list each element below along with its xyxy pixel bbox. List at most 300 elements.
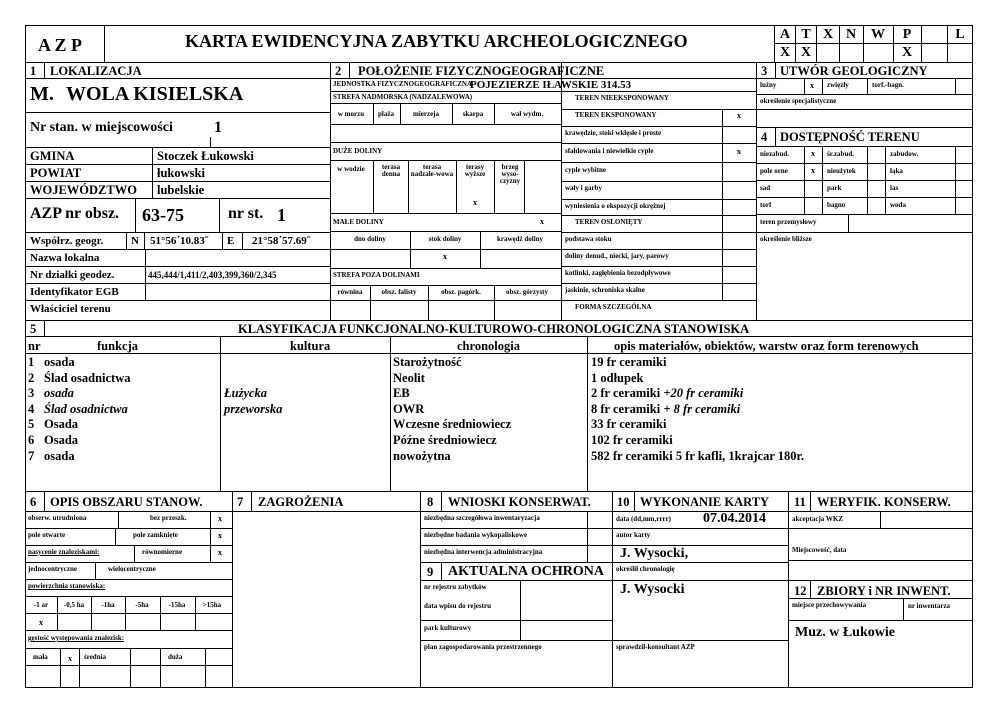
section-number: 12 <box>794 584 807 598</box>
divider <box>44 491 45 511</box>
author-label: autor karty <box>616 531 651 539</box>
code-label: A <box>779 27 791 42</box>
section-number: 10 <box>617 495 630 509</box>
divider <box>561 232 756 233</box>
area-mark: x <box>218 548 222 557</box>
coastal-zone-label: STREFA NADMORSKA (NADZALEWOWA) <box>333 93 473 101</box>
divider <box>95 562 96 579</box>
divider <box>44 320 45 336</box>
valley-item: w wodzie <box>337 165 365 173</box>
row-description: 19 fr ceramiki <box>591 355 667 369</box>
geology-spec-label: określenie specjalistyczne <box>760 97 837 105</box>
divider <box>330 285 561 286</box>
divider <box>612 528 788 529</box>
divider <box>441 562 442 580</box>
section-number: 3 <box>761 64 768 78</box>
card-title: KARTA EWIDENCYJNA ZABYTKU ARCHEOLOGICZNEGO <box>185 31 688 51</box>
coastal-item: mierzeja <box>412 110 440 118</box>
divider <box>788 560 973 561</box>
voivodeship-value: lubelskie <box>157 183 205 197</box>
divider <box>25 665 232 666</box>
divider <box>867 78 868 94</box>
divider <box>756 232 973 233</box>
divider <box>420 491 421 688</box>
divider <box>220 336 221 491</box>
phys-unit-label: JEDNOSTKA FIZYCZNOGEOGRAFICZNA <box>333 80 473 88</box>
exposed-mark: x <box>737 111 741 120</box>
divider <box>25 648 232 649</box>
divider <box>788 491 789 688</box>
divider <box>420 580 612 581</box>
divider <box>955 78 956 94</box>
section-heading: ZAGROŻENIA <box>258 495 344 509</box>
divider <box>756 146 973 147</box>
divider <box>810 491 811 511</box>
divider <box>125 596 126 630</box>
conservation-item: niezbędna interwencja administracyjna <box>424 548 543 556</box>
divider <box>561 300 756 301</box>
divider <box>561 162 756 163</box>
access-item: nieużytek <box>827 167 856 175</box>
divider <box>210 137 211 147</box>
divider <box>330 300 561 301</box>
access-mark: x <box>811 149 815 158</box>
area-item: pole otwarte <box>28 531 66 539</box>
parcel-value: 445,444/1,411/2,403,399,360/2,345 <box>148 270 277 280</box>
area-item: równomierne <box>142 548 183 556</box>
section-heading: UTWÓR GEOLOGICZNY <box>780 64 928 78</box>
area-size: -0,5 ha <box>63 601 85 609</box>
protection-item: data wpisu do rejestru <box>424 602 491 610</box>
outside-item: obsz. pagórk. <box>441 288 481 296</box>
divider <box>25 181 330 182</box>
divider <box>25 545 232 546</box>
access-item: park <box>827 184 842 192</box>
section-number: 5 <box>30 322 37 336</box>
row-chronology: Wczesne średniowiecz <box>393 417 512 432</box>
divider <box>330 160 561 161</box>
divider <box>152 147 153 198</box>
row-description: 8 fr ceramiki + 8 fr ceramiki <box>591 401 741 416</box>
divider <box>242 232 243 249</box>
divider <box>788 598 973 599</box>
commune-value: Stoczek Łukowski <box>157 149 254 163</box>
divider <box>25 62 973 63</box>
section-number: 11 <box>794 495 806 509</box>
row-nr: 3 <box>28 386 35 401</box>
divider <box>456 160 457 213</box>
divider <box>25 353 973 354</box>
divider <box>822 78 823 94</box>
place-date-label: Miejscowość, data <box>792 546 847 554</box>
divider <box>561 109 756 110</box>
divider <box>612 640 788 641</box>
divider <box>130 648 131 688</box>
divider <box>115 528 116 545</box>
small-valleys-label: MAŁE DOLINY <box>333 218 384 226</box>
section-number: 9 <box>427 565 434 579</box>
east-value: 21°58΄57.69˝ <box>252 235 311 247</box>
divider <box>947 25 948 62</box>
divider <box>722 109 723 300</box>
row-description: 33 fr ceramiki <box>591 417 667 432</box>
exposed-item: wyniesienia o ekspozycji okrężnej <box>565 202 666 210</box>
inventory-number-label: nr inwentarza <box>908 602 951 610</box>
row-description: 582 fr ceramiki 5 fr kafli, 1krajcar 180r. <box>591 448 805 463</box>
row-chronology: nowożytna <box>393 448 451 463</box>
valley-item: terasa denna <box>381 163 401 178</box>
valley-mark: x <box>473 198 477 207</box>
divider <box>373 160 374 213</box>
row-chronology: Starożytność <box>393 355 462 369</box>
divider <box>441 491 442 511</box>
divider <box>880 511 881 528</box>
row-description: 102 fr ceramiki <box>591 433 673 447</box>
density-label: gęstość występowania znalezisk: <box>28 634 125 642</box>
divider <box>494 285 495 320</box>
special-form-label: FORMA SZCZEGÓLNA <box>575 303 652 311</box>
area-item: bez przeszk. <box>150 514 187 522</box>
section-heading: WERYFIK. KONSERW. <box>817 495 951 509</box>
east-label: E <box>227 235 235 247</box>
unexposed-label: TEREN NIEEKSPONOWANY <box>575 94 669 102</box>
divider <box>867 146 868 214</box>
divider <box>135 198 136 232</box>
phys-unit-value: POJEZIERZE IŁAWSKIE 314.53 <box>470 79 632 91</box>
chronology-by-value: J. Wysocki <box>620 582 685 597</box>
section-heading: POŁOŻENIE FIZYCZNOGEOGRAFICZNE <box>358 64 605 78</box>
district-value: łukowski <box>157 166 205 180</box>
section-heading: OPIS OBSZARU STANOW. <box>50 495 203 509</box>
divider <box>44 62 45 78</box>
divider <box>520 580 521 640</box>
divider <box>25 78 330 79</box>
divider <box>232 491 233 688</box>
valley-item: terasa nadzale-wowa <box>410 163 454 178</box>
divider <box>561 181 756 182</box>
divider <box>587 511 588 562</box>
area-mark: x <box>218 531 222 540</box>
row-chronology: OWR <box>393 401 425 416</box>
divider <box>420 545 612 546</box>
row-nr: 5 <box>28 417 35 432</box>
egb-label: Identyfikator EGB <box>30 286 119 298</box>
area-size: -1 ar <box>33 601 49 609</box>
small-valley-mark: x <box>540 217 544 226</box>
section-heading: DOSTĘPNOŚĆ TERENU <box>780 130 920 144</box>
author-value: J. Wysocki, <box>620 546 689 561</box>
section-number: 6 <box>30 495 37 509</box>
row-description: 1 odłupek <box>591 370 644 385</box>
protection-item: plan zagospodarowania przestrzennego <box>424 643 542 651</box>
divider <box>921 25 922 62</box>
divider <box>91 596 92 630</box>
protection-item: park kulturowy <box>424 624 472 632</box>
date-label: data (dd,mm,rrrr) <box>616 515 672 523</box>
divider <box>756 214 973 215</box>
code-label: T <box>801 27 811 42</box>
locality-prefix: M. <box>30 83 54 105</box>
commune-label: GMINA <box>30 149 75 163</box>
divider <box>390 336 391 491</box>
divider <box>25 491 973 492</box>
code-label: X <box>822 27 834 42</box>
area-item: jednocentryczne <box>28 565 77 573</box>
chronology-by-label: określił chronologię <box>616 565 675 573</box>
divider <box>428 285 429 320</box>
exposed-item-mark: x <box>737 147 741 156</box>
row-function: Osada <box>44 417 79 432</box>
sheltered-item: jaskinie, schroniska skalne <box>565 286 645 294</box>
divider <box>756 163 973 164</box>
sheltered-item: podstawa stoku <box>565 235 612 243</box>
divider <box>788 528 973 529</box>
access-item: bagno <box>827 201 846 209</box>
site-number-label: Nr stan. w miejscowości <box>30 120 173 135</box>
divider <box>60 648 61 688</box>
row-nr: 7 <box>28 448 35 463</box>
coastal-item: skarpa <box>462 110 484 118</box>
divider <box>104 25 105 62</box>
divider <box>756 127 973 128</box>
exposed-item: krawędzie, stoki wklęsłe i proste <box>565 129 662 137</box>
site-no-label: nr st. <box>228 205 264 222</box>
conservation-item: niezbędna szczegółowa inwentaryzacja <box>424 514 540 522</box>
divider <box>330 124 561 125</box>
azp-mark: A Z P <box>38 35 83 55</box>
divider <box>756 180 973 181</box>
divider <box>145 249 146 300</box>
density-item: mała <box>33 653 48 661</box>
industrial-label: teren przemysłowy <box>760 218 817 226</box>
divider <box>330 62 331 320</box>
saturation-label: nasycenie znaleziskami: <box>28 548 100 556</box>
divider <box>144 232 145 249</box>
code-mark: X <box>800 45 812 60</box>
divider <box>561 143 756 144</box>
exposed-label: TEREN EKSPONOWANY <box>575 111 657 119</box>
row-chronology: EB <box>393 386 410 401</box>
row-chronology: Neolit <box>393 370 425 385</box>
locality-value: WOLA KISIELSKA <box>66 83 244 105</box>
row-function: Ślad osadnictwa <box>44 370 131 385</box>
area-size: -15ha <box>168 601 186 609</box>
divider <box>160 648 161 688</box>
row-function: Osada <box>44 433 79 447</box>
site-no-value: 1 <box>277 205 286 225</box>
divider <box>330 268 561 269</box>
col-nr: nr <box>28 339 41 353</box>
divider <box>25 147 330 148</box>
divider <box>330 91 561 92</box>
divider <box>561 266 756 267</box>
area-size: >15ha <box>202 601 222 609</box>
divider <box>524 160 525 213</box>
divider <box>955 146 956 214</box>
divider <box>400 103 401 124</box>
divider <box>25 528 232 529</box>
divider <box>804 146 805 214</box>
divider <box>561 215 756 216</box>
row-culture: Łużycka <box>224 386 268 401</box>
row-chronology: Późne średniowiecz <box>393 433 497 447</box>
access-item: zabudow. <box>890 150 919 158</box>
access-item: niezabud. <box>760 150 789 158</box>
divider <box>25 336 973 337</box>
divider <box>349 62 350 78</box>
outside-item: równina <box>337 288 363 296</box>
row-function: osada <box>44 386 74 401</box>
row-nr: 1 <box>28 355 35 369</box>
divider <box>25 249 330 250</box>
divider <box>775 62 776 78</box>
divider <box>452 103 453 124</box>
divider <box>804 78 805 94</box>
conservation-item: niezbędne badania wykopaliskowe <box>424 531 528 539</box>
row-nr: 6 <box>28 433 35 447</box>
exposed-item: cyple wybitne <box>565 166 607 174</box>
row-culture: przeworska <box>224 401 283 416</box>
divider <box>118 511 119 528</box>
divider <box>822 146 823 214</box>
divider <box>210 511 211 562</box>
divider <box>251 491 252 511</box>
divider <box>494 103 495 124</box>
divider <box>330 103 561 104</box>
divider <box>561 91 756 92</box>
code-mark: X <box>779 45 791 60</box>
coastal-item: wał wydm. <box>510 110 544 118</box>
divider <box>903 598 904 620</box>
divider <box>420 528 612 529</box>
divider <box>561 62 562 320</box>
access-item: pole orne <box>760 167 788 175</box>
acceptance-label: akceptacja WKZ <box>792 515 844 523</box>
geology-item: luźny <box>760 81 777 89</box>
coordinates-label: Współrz. geogr. <box>30 235 104 247</box>
divider <box>25 232 330 233</box>
access-item: łąka <box>890 167 903 175</box>
divider <box>219 198 220 232</box>
divider <box>330 231 561 232</box>
divider <box>330 249 561 250</box>
north-label: N <box>131 235 139 247</box>
divider <box>420 620 612 621</box>
divider <box>816 25 817 62</box>
area-item: pole zamknięte <box>133 531 178 539</box>
divider <box>634 491 635 511</box>
protection-item: nr rejestru zabytków <box>424 583 487 591</box>
divider <box>612 580 788 581</box>
exposed-item: sfałdowania i niewielkie cyple <box>565 147 654 155</box>
coastal-item: w morzu <box>337 110 365 118</box>
divider <box>195 596 196 630</box>
area-size: -5ha <box>135 601 149 609</box>
valley-item: brzeg wyso-czyzny <box>499 163 521 185</box>
section-heading: WYKONANIE KARTY <box>640 495 770 509</box>
divider <box>756 109 973 110</box>
geology-item: torf.-bagn. <box>872 81 904 89</box>
parcel-label: Nr działki geodez. <box>30 269 115 281</box>
divider <box>774 43 973 44</box>
code-label: W <box>871 27 885 42</box>
code-mark: X <box>901 45 913 60</box>
divider <box>222 232 223 249</box>
divider <box>810 580 811 598</box>
sheltered-label: TEREN OSŁONIĘTY <box>575 218 643 226</box>
divider <box>408 160 409 213</box>
outside-item: obsz. górzysty <box>506 288 548 296</box>
area-mark: x <box>218 514 222 523</box>
site-area-label: powierzchnia stanowiska: <box>28 582 106 590</box>
divider <box>795 25 796 62</box>
owner-label: Właściciel terenu <box>30 303 111 315</box>
divider <box>126 232 127 249</box>
divider <box>25 630 232 631</box>
outside-valleys-label: STREFA POZA DOLINAMI <box>333 271 420 279</box>
divider <box>79 648 80 688</box>
divider <box>612 491 613 688</box>
col-chronology: chronologia <box>457 339 520 353</box>
section-number: 8 <box>427 495 434 509</box>
area-item: obserw. utrudniona <box>28 514 87 522</box>
large-valleys-label: DUŻE DOLINY <box>333 147 383 155</box>
small-valley-item: krawędź doliny <box>496 235 544 243</box>
row-description: 2 fr ceramiki +20 fr ceramiki <box>591 386 744 401</box>
divider <box>561 249 756 250</box>
divider <box>134 545 135 562</box>
area-item: wielocentryczne <box>108 565 156 573</box>
section-number: 1 <box>30 64 37 78</box>
divider <box>370 285 371 320</box>
outside-item: obsz. falisty <box>381 288 417 296</box>
access-mark: x <box>811 166 815 175</box>
geology-item: zwięzły <box>827 81 849 89</box>
access-item: sad <box>760 184 771 192</box>
divider <box>373 103 374 124</box>
local-name-label: Nazwa lokalna <box>30 252 100 264</box>
section-heading: WNIOSKI KONSERWAT. <box>448 495 591 509</box>
row-nr: 2 <box>28 370 35 385</box>
divider <box>756 62 757 320</box>
row-nr: 4 <box>28 401 35 416</box>
divider <box>612 562 788 563</box>
divider <box>25 283 330 284</box>
divider <box>25 562 232 563</box>
exposed-item: wały i garby <box>565 184 602 192</box>
divider <box>57 596 58 630</box>
small-valley-mark: x <box>443 252 447 261</box>
divider <box>587 336 588 491</box>
storage-place-value: Muz. w Łukowie <box>795 625 895 640</box>
azp-area-label: AZP nr obsz. <box>30 205 120 222</box>
area-size: -1ha <box>101 601 115 609</box>
section-heading: AKTUALNA OCHRONA <box>448 564 604 579</box>
divider <box>788 580 973 581</box>
detail-label: określenie bliższe <box>760 235 812 243</box>
date-value: 07.04.2014 <box>703 511 766 526</box>
row-function: osada <box>44 448 75 463</box>
density-item: duża <box>168 653 183 661</box>
divider <box>25 266 330 267</box>
sheltered-item: kotlinki, zagłębienia bezodpływowe <box>565 269 671 277</box>
north-value: 51°56΄10.83˝ <box>150 235 209 247</box>
divider <box>756 197 973 198</box>
code-label: N <box>845 27 857 42</box>
col-description: opis materiałów, obiektów, warstw oraz form terenowych <box>614 339 919 353</box>
divider <box>330 142 561 143</box>
divider <box>775 127 776 146</box>
